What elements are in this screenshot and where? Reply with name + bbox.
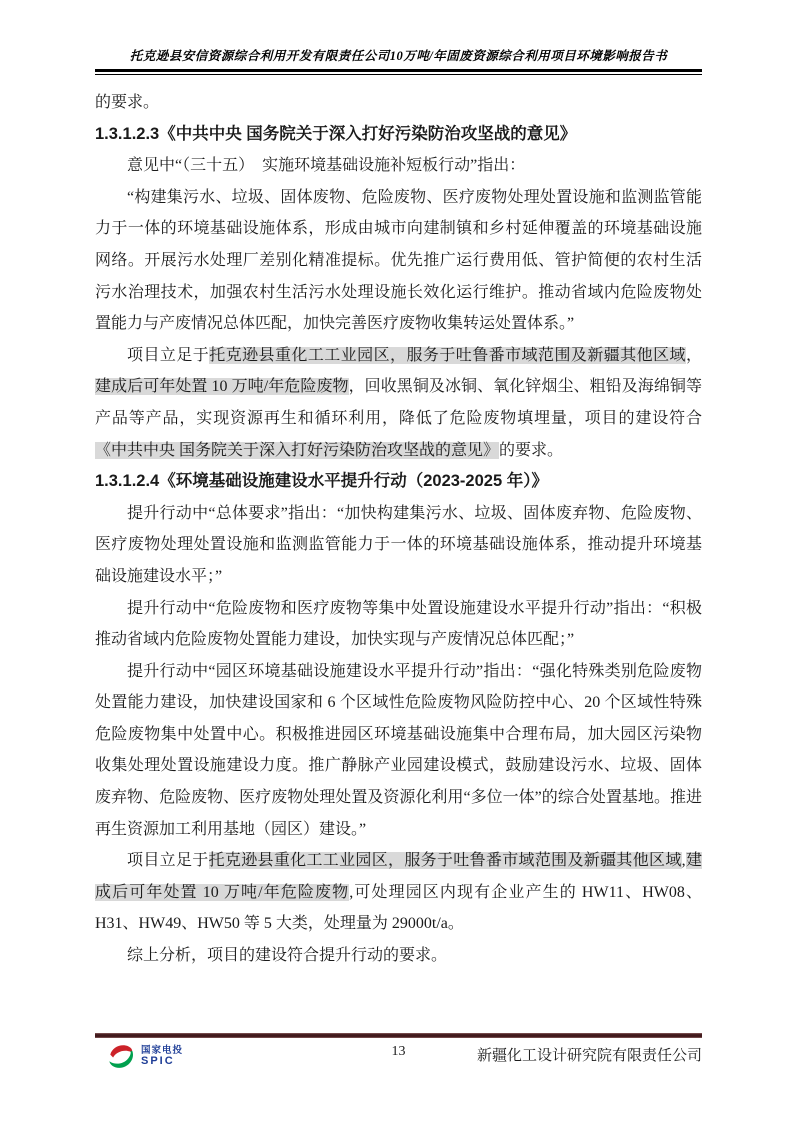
paragraph xyxy=(95,845,702,940)
highlighted-text-run: 建成后可年处置 10 万吨/年危险废物 xyxy=(95,852,702,901)
text-run: 意见中“（三十五） 实施环境基础设施补短板行动”指出： xyxy=(127,157,526,175)
paragraph xyxy=(95,940,702,972)
paragraph xyxy=(95,498,702,593)
page-footer xyxy=(95,1042,702,1082)
spic-logo-en: SPIC xyxy=(141,1055,175,1068)
text-run: 综上分析，项目的建设符合提升行动的要求。 xyxy=(127,947,448,965)
highlighted-text-run: 建成后可年处置 10 万吨/年危险废物 xyxy=(95,378,349,396)
text-run: 1.3.1.2.3《中共中央 国务院关于深入打好污染防治攻坚战的意见》 xyxy=(95,124,577,143)
paragraph xyxy=(95,593,702,656)
paragraph xyxy=(95,182,702,340)
text-run: 项目立足于 xyxy=(127,852,209,870)
header-title: 托克逊县安信资源综合利用开发有限责任公司10万吨/年固废资源综合利用项目环境影响报告书 xyxy=(129,49,668,63)
footer-company-name: 新疆化工设计研究院有限责任公司 xyxy=(476,1048,702,1064)
text-run: ，回收黑铜及冰铜、氧化锌烟尘、粗铅及海绵铜等产品等产品，实现资源再生和循环利用，降低了危险废物填埋量，项目的建设符合 xyxy=(95,378,702,427)
text-run: 提升行动中“总体要求”指出：“加快构建集污水、垃圾、固体废弃物、危险废物、医疗废物处理处置设施和监测监管能力于一体的环境基础设施体系，推动提升环境基础设施建设水平；” xyxy=(95,504,702,585)
text-run: “构建集污水、垃圾、固体废物、危险废物、医疗废物处理处置设施和监测监管能力于一体的环境基础设施体系，形成由城市向建制镇和乡村延伸覆盖的环境基础设施网络。开展污水处理厂差别化精准提标。优先推广运行费用低、管护简便的农村生活污水治理技术，加强农村生活污水处理设施长效化运行维护。推动省域内危险废物处置能力与产废情况总体匹配，加快完善医疗废物收集转运处置体系。” xyxy=(95,188,702,333)
paragraph xyxy=(95,656,702,846)
paragraph xyxy=(95,87,702,119)
text-run: 项目立足于 xyxy=(127,346,210,364)
highlighted-text-run: 《中共中央 国务院关于深入打好污染防治攻坚战的意见》 xyxy=(95,441,500,459)
text-run: 提升行动中“园区环境基础设施建设水平提升行动”指出：“强化特殊类别危险废物处置能力建设，加快建设国家和 6 个区域性危险废物风险防控中心、20 个区域性特殊危险废物集中处置中心。积极推进园区环境基础设施集中合理布局，加大园区污染物收集处理处置设施建设力度。推广静脉产业园建设模式，鼓励建设污水、垃圾、固体废弃物、危险废物、医疗废物处理处置及资源化利用“多位一体”的综合处置基地。推进再生资源加工利用基地（园区）建设。” xyxy=(95,662,702,838)
page-header xyxy=(95,46,702,75)
text-run: 提升行动中“危险废物和医疗废物等集中处置设施建设水平提升行动”指出：“积极推动省域内危险废物处置能力建设，加快实现与产废情况总体匹配；” xyxy=(95,599,702,649)
page-number: 13 xyxy=(391,1044,406,1059)
highlighted-text-run: 托克逊县重化工工业园区，服务于吐鲁番市域范围及新疆其他区域 xyxy=(208,852,682,870)
text-run: 的要求。 xyxy=(499,441,564,459)
text-run: , xyxy=(681,852,686,870)
document-body xyxy=(95,87,702,972)
section-heading xyxy=(95,119,702,151)
text-run: 1.3.1.2.4《环境基础设施建设水平提升行动（2023-2025 年）》 xyxy=(95,472,548,491)
header-rule xyxy=(95,69,702,75)
section-heading xyxy=(95,466,702,498)
highlighted-text-run: 托克逊县重化工工业园区，服务于吐鲁番市域范围及新疆其他区域 xyxy=(209,346,686,364)
text-run: ， xyxy=(685,346,702,364)
paragraph xyxy=(95,150,702,182)
text-run: 的要求。 xyxy=(95,94,160,111)
paragraph xyxy=(95,340,702,466)
footer-rule xyxy=(95,1033,702,1038)
text-run: ,可处理园区内现有企业产生的 HW11、HW08、H31、HW49、HW50 等 5 大类，处理量为 29000t/a。 xyxy=(95,883,702,933)
spic-logo-cn: 国家电投 xyxy=(141,1045,184,1057)
